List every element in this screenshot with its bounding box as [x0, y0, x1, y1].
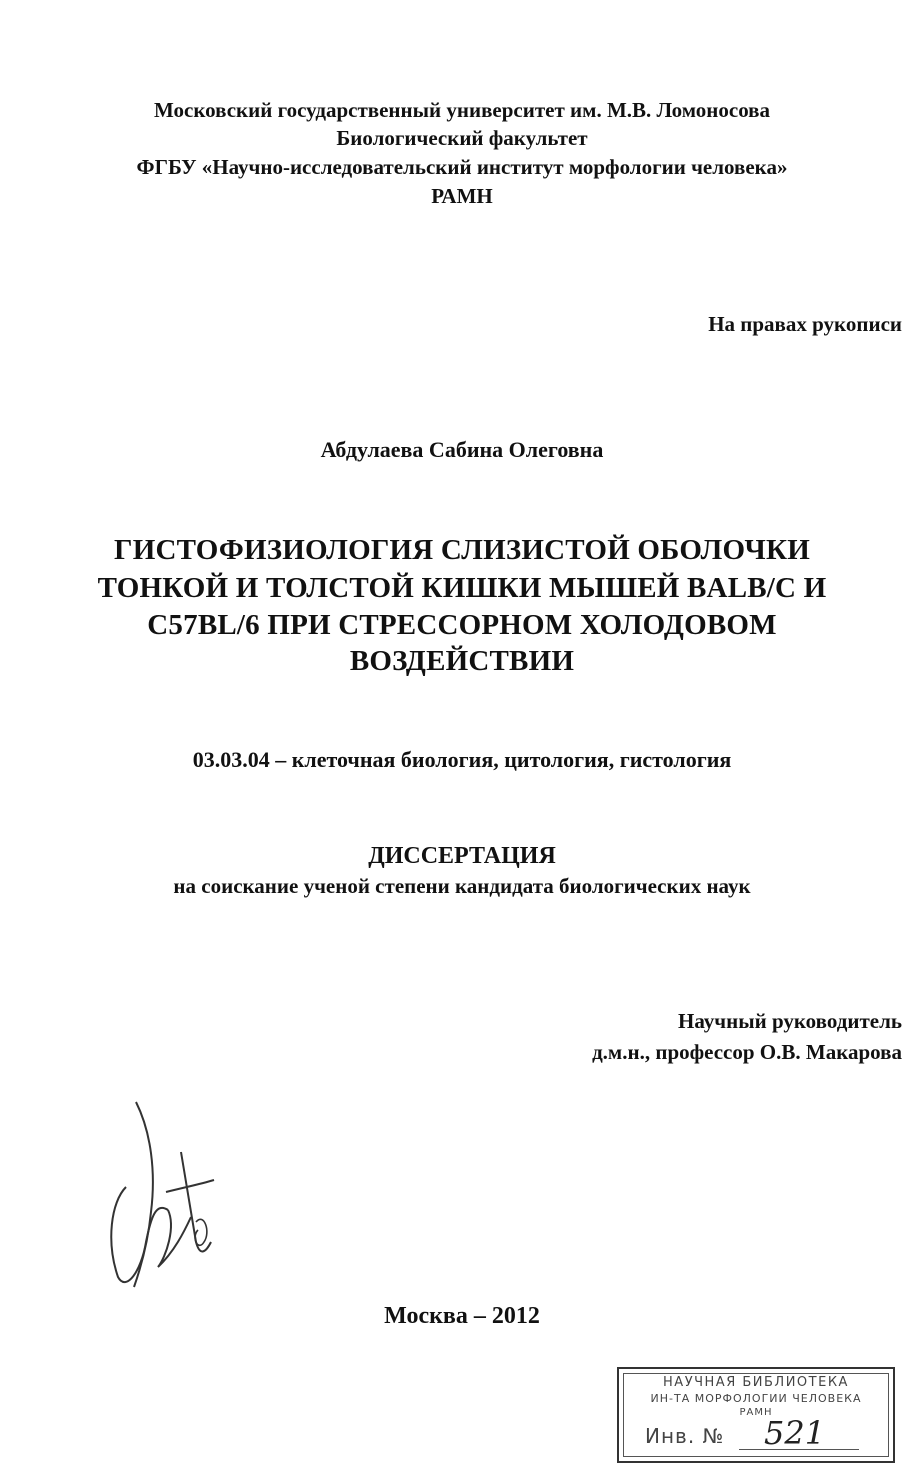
stamp-line-library: НАУЧНАЯ БИБЛИОТЕКА	[663, 1375, 849, 1390]
stamp-line-academy: РАМН	[739, 1407, 773, 1418]
stamp-line-institute: ИН-ТА МОРФОЛОГИИ ЧЕЛОВЕКА	[650, 1392, 862, 1405]
degree-line: на соискание ученой степени кандидата биологических наук	[173, 874, 751, 898]
city-year: Москва – 2012	[384, 1303, 540, 1329]
title-line: ТОНКОЙ И ТОЛСТОЙ КИШКИ МЫШЕЙ BALB/C И	[97, 572, 827, 604]
stamp-inventory-number: 521	[764, 1414, 826, 1452]
title-line: C57BL/6 ПРИ СТРЕССОРНОМ ХОЛОДОВОМ	[147, 609, 777, 641]
faculty-name: Биологический факультет	[336, 126, 588, 150]
manuscript-note: На правах рукописи	[708, 312, 902, 336]
specialty-code: 03.03.04 – клеточная биология, цитология, гистология	[192, 747, 732, 772]
library-stamp	[617, 1367, 895, 1463]
author-name: Абдулаева Сабина Олеговна	[320, 437, 604, 462]
title-line: ГИСТОФИЗИОЛОГИЯ СЛИЗИСТОЙ ОБОЛОЧКИ	[114, 534, 810, 566]
stamp-inventory-label: Инв. №	[645, 1424, 725, 1448]
supervisor-name: д.м.н., профессор О.В. Макарова	[592, 1040, 902, 1064]
document-type: ДИССЕРТАЦИЯ	[368, 843, 556, 869]
title-line: ВОЗДЕЙСТВИИ	[349, 645, 575, 677]
university-name: Московский государственный университет им. М.В. Ломоносова	[153, 98, 771, 122]
institute-name: ФГБУ «Научно-исследовательский институт морфологии человека»	[136, 155, 788, 179]
supervisor-role: Научный руководитель	[678, 1009, 902, 1033]
handwritten-signature	[96, 1092, 226, 1302]
academy-name: РАМН	[431, 184, 493, 208]
